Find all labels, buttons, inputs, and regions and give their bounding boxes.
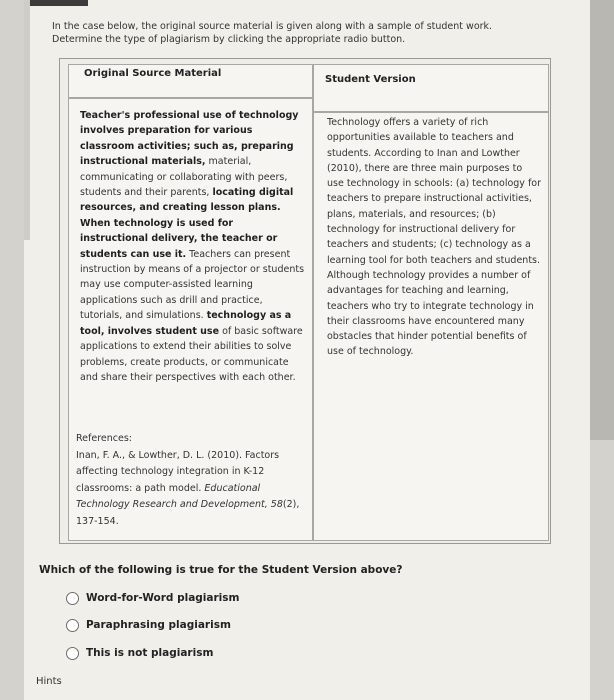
top-strip <box>28 0 88 6</box>
source-plain-3: of basic software applications to extend their abilities to solve problems, create products, or communicate and share their perspectives with each other. <box>80 325 303 383</box>
instructions <box>52 20 552 46</box>
references-citation <box>76 448 306 531</box>
source-plain-2: Teachers can present instruction by means of a projector or students may use computer-assisted learning applications such as drill and practice, tutorials, and simulations. <box>80 248 305 322</box>
student-header-cell <box>313 64 549 112</box>
option-label: Word-for-Word plagiarism <box>86 592 240 604</box>
option-word-for-word[interactable] <box>66 590 239 606</box>
right-shade <box>590 0 614 440</box>
references <box>76 431 306 530</box>
radio-button-paraphrasing[interactable] <box>66 619 79 632</box>
references-label: References: <box>76 433 132 444</box>
option-not-plagiarism[interactable] <box>66 645 213 661</box>
radio-button-word-for-word[interactable] <box>66 592 79 605</box>
instructions-line-2: Determine the type of plagiarism by clicking the appropriate radio button. <box>52 34 406 45</box>
option-label: This is not plagiarism <box>86 647 214 659</box>
question-text: Which of the following is true for the Student Version above? <box>39 564 403 576</box>
source-header: Original Source Material <box>84 68 222 79</box>
citation-journal: Educational Technology Research and Development, 58 <box>76 482 283 510</box>
source-bold-2: locating digital resources, and creating lesson plans. When technology is used for instructional delivery, the teacher or students can use it. <box>80 187 294 260</box>
hints-link[interactable]: Hints <box>36 676 62 687</box>
source-bold-1: Teacher's professional use of technology involves preparation for various classroom activities; such as, preparing instructional materials, <box>80 110 299 168</box>
citation-text: Inan, F. A., & Lowther, D. L. (2010). Factors affecting technology integration in K-12 classrooms: a path model. <box>76 449 280 494</box>
student-header: Student Version <box>325 74 416 85</box>
student-text: Technology offers a variety of rich opportunities available to teachers and students. According to Inan and Lowther (2010), there are three main purposes to use technology in schools: (a) technology for teachers to prepare instructional activities, plans, materials, and resources; (b) technology for instructional delivery for teachers and students; (c) technology as a learning tool for both teachers and students. Although technology provides a number of advantages for teaching and learning, teachers who try to integrate technology in their classrooms have encountered many obstacles that hinder potential benefits of use of technology. <box>327 117 542 358</box>
left-margin-bar <box>24 0 30 240</box>
citation-issue: (2), 137-154. <box>76 499 300 527</box>
source-plain-1: material, communicating or collaborating with peers, students and their parents, <box>80 156 288 199</box>
option-label: Paraphrasing plagiarism <box>86 619 231 631</box>
source-text <box>80 108 304 385</box>
radio-button-not-plagiarism[interactable] <box>66 647 79 660</box>
instructions-line-1: In the case below, the original source material is given along with a sample of student work. <box>52 21 493 32</box>
source-bold-3: technology as a tool, involves student use <box>80 310 292 337</box>
option-paraphrasing[interactable] <box>66 617 231 633</box>
